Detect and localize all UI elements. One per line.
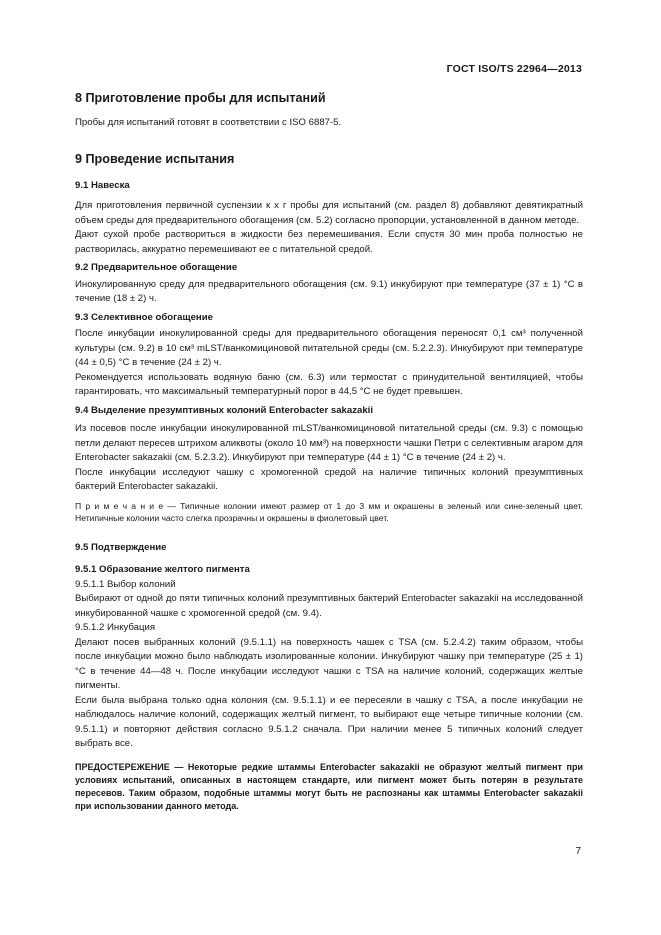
section-9-2-heading: 9.2 Предварительное обогащение [75, 262, 238, 273]
page-content [75, 90, 583, 813]
section-9-3-heading: 9.3 Селективное обогащение [75, 311, 213, 323]
section-9-1-heading: 9.1 Навеска [75, 179, 130, 191]
page-number: 7 [575, 846, 581, 857]
note-label: П р и м е ч а н и е [75, 500, 164, 511]
section-9-5-heading: 9.5 Подтверждение [75, 541, 167, 553]
section-8-text: Пробы для испытаний готовят в соответствии с ISO 6887-5. [75, 116, 342, 128]
section-9-4-p2: После инкубации исследуют чашку с хромогенной средой на наличие типичных колоний презумптивных бактерий Enterobacter sakazakii. [75, 466, 583, 492]
section-9-heading: 9 Проведение испытания [75, 152, 235, 166]
section-8-heading: 8 Приготовление пробы для испытаний [75, 91, 326, 105]
standard-header: ГОСТ ISO/TS 22964—2013 [446, 63, 582, 75]
section-9-4-heading: 9.4 Выделение презумптивных колоний Enterobacter sakazakii [75, 404, 374, 416]
section-9-1-p2: Дают сухой пробе раствориться в жидкости без перемешивания. Если спустя 30 мин проба полностью не растворилась, аккуратно перемешивают ее с питательной средой. [75, 229, 583, 255]
note-text: — Типичные колонии имеют размер от 1 до 3 мм и окрашены в зеленый или сине-зеленый цвет. Нетипичные колонии часто слегка прозрачны и окрашены в фиолетовый цвет. [75, 500, 583, 523]
section-9-5-1-1-text: Выбирают от одной до пяти типичных колоний презумптивных бактерий Enterobacter sakazakii на исследованной инкубированной чашке с хромогенной средой (см. 9.4). [75, 593, 583, 619]
section-9-5-1-1-title: 9.5.1.1 Выбор колоний [75, 578, 176, 590]
section-9-5-1-2-p1: Делают посев выбранных колоний (9.5.1.1) на поверхность чашек с TSA (см. 5.2.4.2) таким образом, чтобы после инкубации можно было наблюдать изолированные колонии. Инкубируют чашку при температуре (25 ± 1) °С в течение 44—48 ч. После инкубации исследуют чашки с TSA на наличие колоний, содержащих желтые пигменты. [75, 636, 583, 691]
section-9-1-p1: Для приготовления первичной суспензии к x г пробы для испытаний (см. раздел 8) добавляют девятикратный объем среды для предварительного обогащения (см. 5.2) согласно пропорции, установленной в данном методе. [75, 200, 583, 226]
section-9-3-p1: После инкубации инокулированной среды для предварительного обогащения переносят 0,1 см³ полученной культуры (см. 9.2) в 10 см³ mLST/ванкомициновой питательной среды (см. 5.2.2.3). Инкубируют при температуре (44 ± 0,5) °С в течение (24 ± 2) ч. [75, 328, 583, 368]
warning-text: ПРЕДОСТЕРЕЖЕНИЕ — Некоторые редкие штаммы Enterobacter sakazakii не образуют желтый пигмент при условиях испытаний, описанных в настоящем стандарте, или пигмент может быть потерян в результате пересевов. Таким образом, подобные штаммы могут быть не распознаны как штаммы Enterobacter sakazakii при использовании данного метода. [75, 761, 583, 811]
section-9-4-p1: Из посевов после инкубации инокулированной mLST/ванкомициновой питательной среды (см. 9.3) с помощью петли делают пересев штрихом аликвоты (около 10 мм³) на поверхности чашки Петри с селективным агаром для Enterobacter sakazakii (см. 5.2.3.2). Инкубируют при температуре (44 ± 1) °С в течение (24 ± 2) ч. [75, 423, 583, 463]
section-9-3-p2: Рекомендуется использовать водяную баню (см. 6.3) или термостат с принудительной вентиляцией, чтобы гарантировать, что максимальный температурный порог в 44,5 °С не будет превышен. [75, 371, 583, 397]
section-9-4-note [75, 500, 583, 525]
section-9-5-1-2-title: 9.5.1.2 Инкубация [75, 622, 156, 633]
section-9-5-1-heading: 9.5.1 Образование желтого пигмента [75, 564, 250, 575]
section-9-5-1-2-p2: Если была выбрана только одна колония (см. 9.5.1.1) и ее пересеяли в чашку с TSA, а после инкубации не наблюдалось наличие колоний, содержащих желтый пигмент, то выбирают еще четыре типичные колонии (см. 9.5.1.1) и повторяют действия согласно 9.5.1.2 сначала. При наличии менее 5 типичных колоний следует выбрать все. [75, 694, 583, 749]
section-9-2-p1: Инокулированную среду для предварительного обогащения (см. 9.1) инкубируют при температуре (37 ± 1) °С в течение (18 ± 2) ч. [75, 278, 583, 304]
